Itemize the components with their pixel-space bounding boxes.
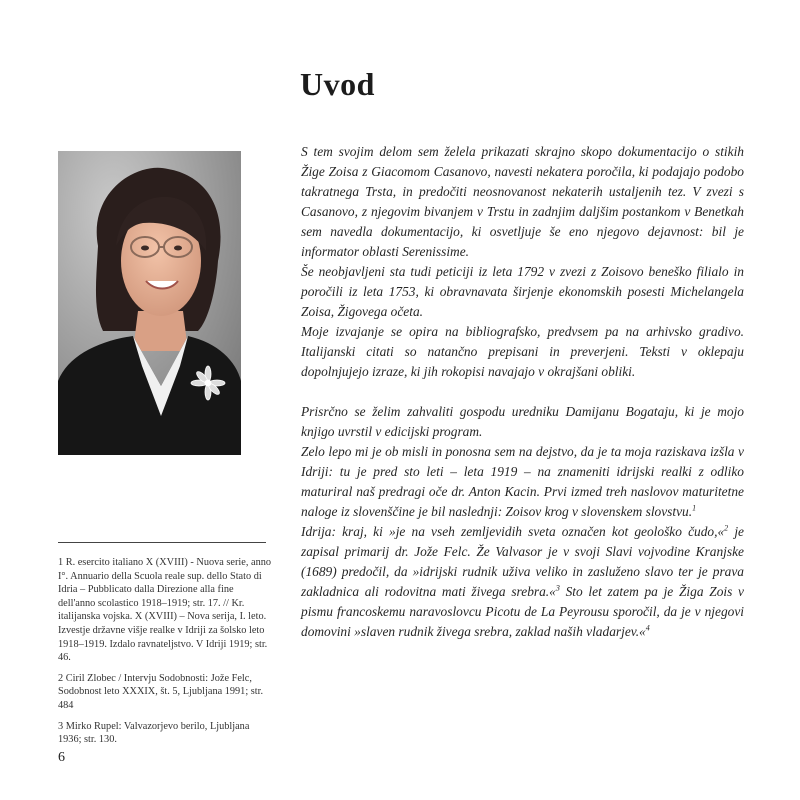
introduction-text	[301, 142, 744, 642]
paragraph-text: Zelo lepo mi je ob misli in ponosna sem na dejstvo, da je ta moja raziskava izšla v Idriji: tu je pred sto leti – leta 1919 – na znameniti idrijski realki z odliko maturiral naš predragi oče dr. Anton Kacin. Prvi izmed treh naslovov maturitetne naloge iz slovenščine je bil naslednji: Zoisov krog v slovenskem slovstvu.	[301, 444, 744, 519]
page-title: Uvod	[300, 66, 375, 102]
footnote: 1 R. esercito italiano X (XVIII) - Nuova serie, anno I°. Annuario della Scuola reale sup. dello Stato di Idria – Pubblicato dalla Direzione alla fine dell'anno scolastico 1918–1919; str. 17. // Kr. italijanska vojska. X (XVIII) – Nova serija, I. leto. Izvestje državne višje realke v Idriji za šolsko leto 1918–1919. Izdalo ravnateljstvo. V Idriji 1919; str. 46.	[58, 557, 272, 664]
paragraph	[301, 522, 744, 642]
paragraph-acknowledgement: Prisrčno se želim zahvaliti gospodu uredniku Damijanu Bogataju, ki je mojo knjigo uvrstil v edicijski program.	[301, 404, 744, 439]
footnote-ref: 4	[645, 623, 650, 633]
footnotes	[58, 556, 272, 754]
portrait-illustration	[58, 151, 241, 455]
paragraph-text: Idrija: kraj, ki »je na vseh zemljevidih sveta označen kot geološko čudo,«	[301, 524, 725, 539]
page-number: 6	[58, 750, 65, 765]
footnote: 2 Ciril Zlobec / Intervju Sodobnosti: Jože Felc, Sodobnost leto XXXIX, št. 5, Ljubljana 1991; str. 484	[58, 672, 264, 711]
footnote: 3 Mirko Rupel: Valvazorjevo berilo, Ljubljana 1936; str. 130.	[58, 720, 250, 746]
paragraph: Moje izvajanje se opira na bibliografsko, predvsem pa na arhivsko gradivo. Italijanski citati so natančno prepisani in preverjeni. Teksti v oklepaju dopolnjujejo izraze, ki jih rokopisi navajajo v okrajšani obliki.	[301, 324, 744, 379]
paragraph: Še neobjavljeni sta tudi peticiji iz leta 1792 v zvezi z Zoisovo beneško filialo in poročili iz leta 1753, ki obravnavata širjenje ekonomskih posesti Michelangela Zoisa, Žigovega očeta.	[301, 264, 744, 319]
footnote-ref: 1	[692, 503, 697, 513]
paragraph: S tem svojim delom sem želela prikazati skrajno skopo dokumentacijo o stikih Žige Zoisa z Giacomom Casanovo, navesti nekatera poročila, ki podajajo podobo takratnega Trsta, in predočiti neosnovanost nekaterih ustaljenih tez. V zvezi s Casanovo, z njegovim bivanjem v Trstu in zadnjim daljšim postankom v Benetkah sem navedla dokumentacijo, ki osvetljuje še eno njegovo dejavnost: bil je informator oblasti Serenissime.	[301, 144, 744, 259]
footnote-ref: 2	[724, 523, 729, 533]
portrait-photo	[58, 151, 241, 455]
footnote-divider	[58, 542, 266, 543]
paragraph	[301, 442, 744, 522]
paragraph-text: je zapisal primarij dr. Jože Felc. Že Valvasor je v svoji Slavi vojvodine Kranjske (1689) predočil, da »idrijski rudnik uživa veliko in zasluženo slavo ter je prava zakladnica ali rodovitna mati živega srebra.«	[301, 524, 744, 599]
paragraph-text: Sto let zatem pa je Žiga Zois v pismu francoskemu naravoslovcu Picotu de La Peyrousu sporočil, da je v njegovi domovini »slaven rudnik živega srebra, zaklad naših vladarjev.«	[301, 584, 744, 639]
footnote-ref: 3	[555, 583, 560, 593]
